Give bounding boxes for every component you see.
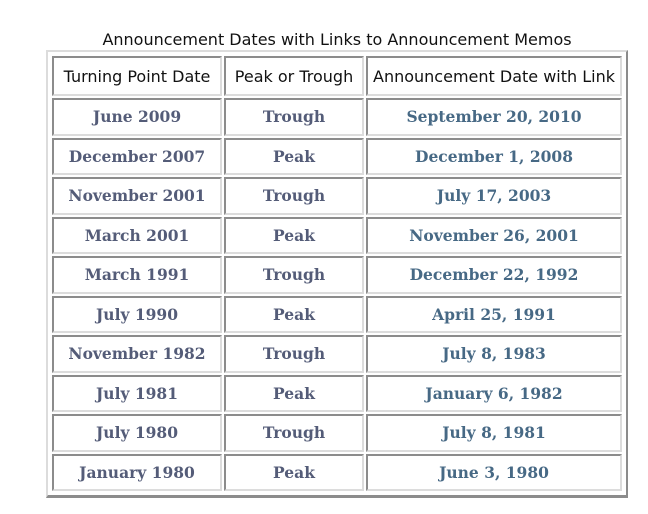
table-row (52, 335, 622, 373)
announcement-memo-link[interactable]: July 8, 1983 (442, 344, 546, 364)
announcement-memo-link[interactable]: November 26, 2001 (409, 225, 579, 245)
announcement-table (50, 54, 624, 493)
peak-or-trough-cell: Peak (224, 296, 364, 334)
table-header-row (52, 56, 622, 96)
announcement-memo-link[interactable]: June 3, 1980 (439, 462, 549, 482)
turning-point-date-cell: January 1980 (52, 454, 222, 492)
table-row (52, 296, 622, 334)
peak-or-trough-cell: Trough (224, 98, 364, 136)
peak-or-trough-cell: Trough (224, 177, 364, 215)
turning-point-date-cell: March 2001 (52, 217, 222, 255)
peak-or-trough-cell: Trough (224, 256, 364, 294)
turning-point-date-cell: December 2007 (52, 138, 222, 176)
turning-point-date-cell: March 1991 (52, 256, 222, 294)
turning-point-date-cell: June 2009 (52, 98, 222, 136)
announcement-memo-link[interactable]: January 6, 1982 (425, 383, 563, 403)
announcement-date-cell (366, 454, 622, 492)
announcement-table-frame (46, 50, 628, 498)
announcement-memo-link[interactable]: December 1, 2008 (415, 146, 573, 166)
peak-or-trough-cell: Peak (224, 454, 364, 492)
header-announcement-date: Announcement Date with Link (366, 56, 622, 96)
announcement-date-cell (366, 296, 622, 334)
announcement-date-cell (366, 256, 622, 294)
announcement-memo-link[interactable]: April 25, 1991 (432, 304, 556, 324)
turning-point-date-cell: July 1981 (52, 375, 222, 413)
announcement-date-cell (366, 375, 622, 413)
announcement-memo-link[interactable]: July 17, 2003 (436, 186, 552, 206)
turning-point-date-cell: July 1990 (52, 296, 222, 334)
peak-or-trough-cell: Peak (224, 138, 364, 176)
table-row (52, 217, 622, 255)
announcement-memo-link[interactable]: December 22, 1992 (409, 265, 579, 285)
peak-or-trough-cell: Trough (224, 414, 364, 452)
turning-point-date-cell: November 2001 (52, 177, 222, 215)
announcement-date-cell (366, 138, 622, 176)
table-row (52, 414, 622, 452)
table-row (52, 98, 622, 136)
peak-or-trough-cell: Peak (224, 217, 364, 255)
announcement-date-cell (366, 335, 622, 373)
table-row (52, 375, 622, 413)
peak-or-trough-cell: Peak (224, 375, 364, 413)
announcement-date-cell (366, 98, 622, 136)
announcement-date-cell (366, 217, 622, 255)
table-row (52, 138, 622, 176)
announcement-memo-link[interactable]: July 8, 1981 (442, 423, 546, 443)
announcement-date-cell (366, 177, 622, 215)
turning-point-date-cell: July 1980 (52, 414, 222, 452)
table-row (52, 256, 622, 294)
table-row (52, 454, 622, 492)
table-row (52, 177, 622, 215)
announcement-date-cell (366, 414, 622, 452)
announcement-memo-link[interactable]: September 20, 2010 (406, 107, 582, 127)
table-caption: Announcement Dates with Links to Announcement Memos (102, 30, 572, 49)
header-peak-or-trough: Peak or Trough (224, 56, 364, 96)
turning-point-date-cell: November 1982 (52, 335, 222, 373)
header-turning-point-date: Turning Point Date (52, 56, 222, 96)
peak-or-trough-cell: Trough (224, 335, 364, 373)
